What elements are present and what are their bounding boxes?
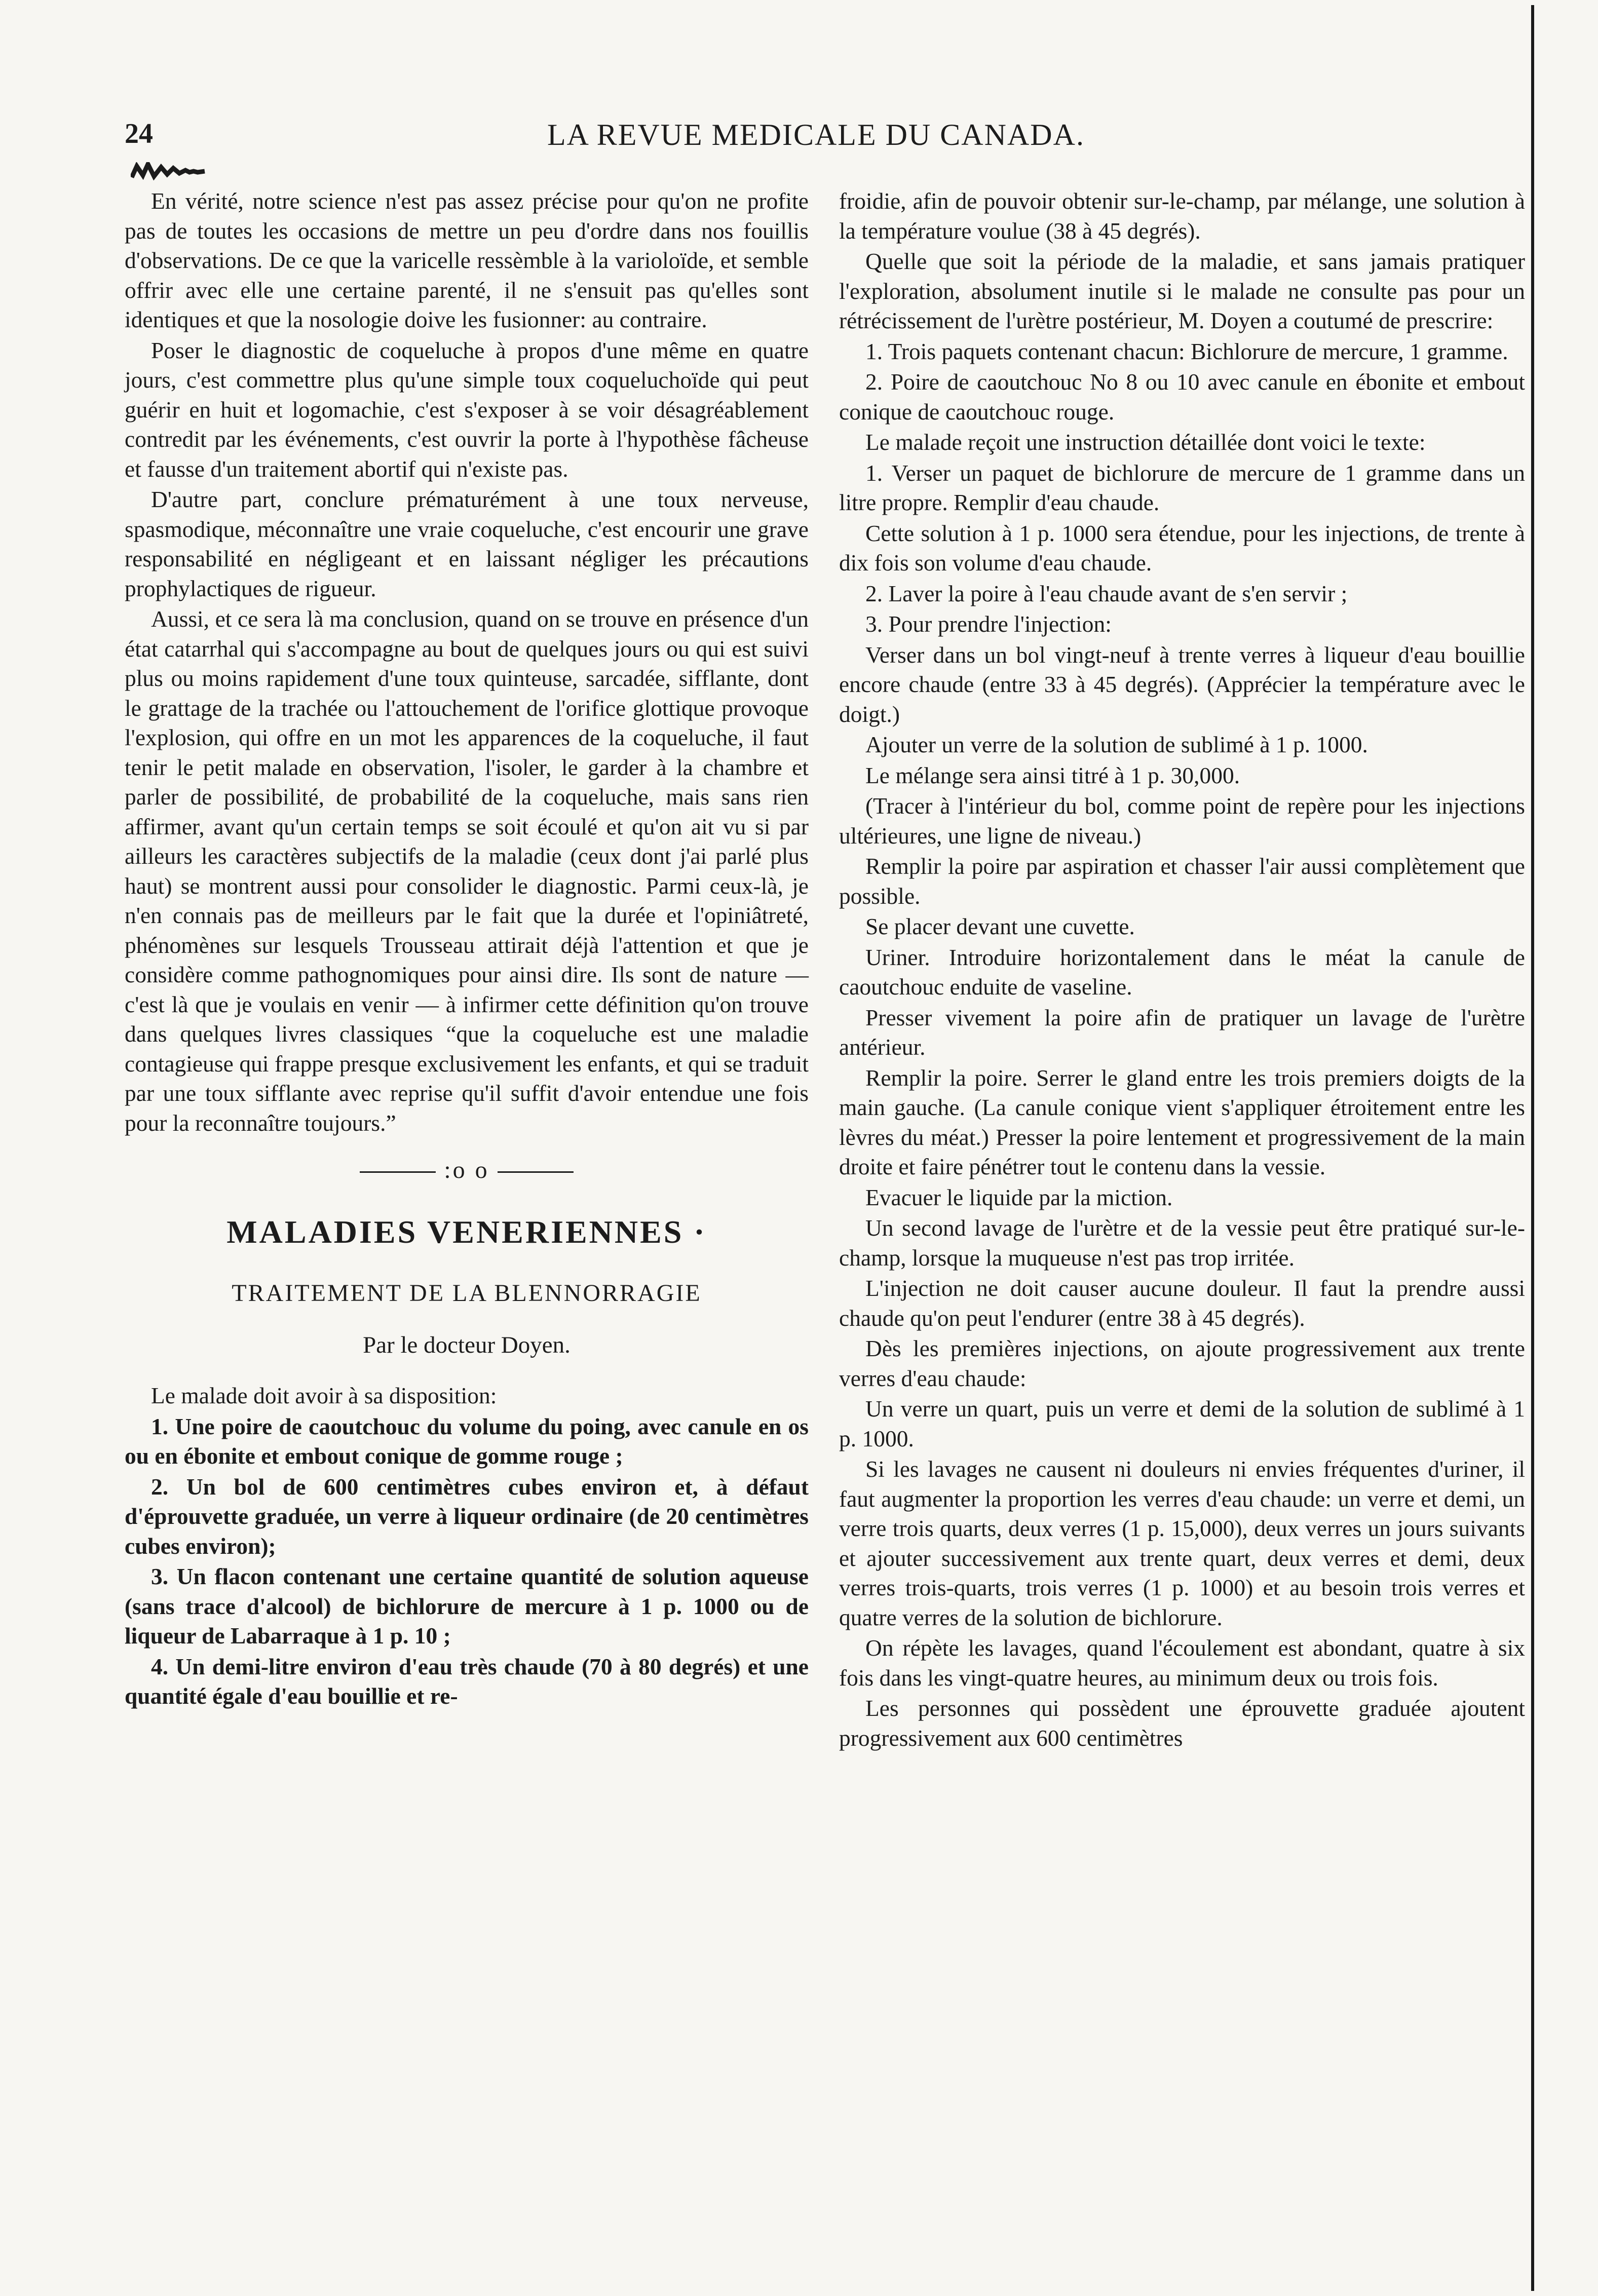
right-column (839, 186, 1525, 1753)
paragraph: 2. Poire de caoutchouc No 8 ou 10 avec canule en ébonite et embout conique de caoutchouc rouge. (839, 369, 1525, 425)
paragraph: Presser vivement la poire afin de pratiquer un lavage de l'urètre antérieur. (839, 1004, 1525, 1060)
paragraph: Si les lavages ne causent ni douleurs ni envies fréquentes d'uriner, il faut augmenter la proportion les verres d'eau chaude: un verre et demi, un verre trois quarts, deux verres (1 p. 15,000), deux verres un jours suivants et ajouter successivement aux trente quart, deux verres et demi, deux verres trois-quarts, trois verres (1 p. 1000) et au besoin trois verres et quatre verres de la solution de bichlorure. (839, 1456, 1525, 1630)
section-title: MALADIES VENERIENNES · (226, 1214, 707, 1250)
paragraph: En vérité, notre science n'est pas assez précise pour qu'on ne profite pas de toutes les occasions de mettre un peu d'ordre dans nos fouillis d'observations. De ce que la varicelle ressèmble à la varioloïde, et semble offrir avec elle une certaine parenté, il ne s'ensuit pas qu'elles sont identiques et que la nosologie doive les fusionner: au contraire. (125, 188, 809, 332)
paragraph: Se placer devant une cuvette. (865, 913, 1135, 939)
paragraph: Evacuer le liquide par la miction. (865, 1184, 1173, 1210)
paragraph: Quelle que soit la période de la maladie, et sans jamais pratiquer l'exploration, absolument inutile si le malade ne consulte pas pour un rétrécissement de l'urètre postérieur, M. Doyen a coutumé de prescrire: (839, 248, 1525, 333)
page-number: 24 (125, 118, 153, 149)
running-title: LA REVUE MEDICALE DU CANADA. (547, 118, 1085, 151)
paragraph: Dès les premières injections, on ajoute progressivement aux trente verres d'eau chaude: (839, 1335, 1525, 1391)
paragraph: Un second lavage de l'urètre et de la vessie peut être pratiqué sur-le-champ, lorsque la muqueuse n'est pas trop irritée. (839, 1215, 1525, 1271)
byline: Par le docteur Doyen. (363, 1332, 570, 1358)
paragraph: froidie, afin de pouvoir obtenir sur-le-champ, par mélange, une solution à la température voulue (38 à 45 degrés). (839, 188, 1525, 244)
paragraph: Remplir la poire par aspiration et chasser l'air aussi complètement que possible. (839, 853, 1525, 909)
section-separator (125, 1156, 809, 1184)
list-item: 1. Une poire de caoutchouc du volume du poing, avec canule en os ou en ébonite et embout conique de gomme rouge ; (125, 1413, 809, 1469)
article-title: TRAITEMENT DE LA BLENNORRAGIE (232, 1280, 702, 1307)
paragraph: Poser le diagnostic de coqueluche à propos d'une même en quatre jours, c'est commettre plus qu'une simple toux coqueluchoïde qui peut guérir en huit et logomachie, c'est s'exposer à se voir désagréablement contredit par les événements, c'est ouvrir la porte à l'hypothèse fâcheuse et fausse d'un traitement abortif qui n'existe pas. (125, 337, 809, 482)
paragraph: Remplir la poire. Serrer le gland entre les trois premiers doigts de la main gauche. (La canule conique vient s'appliquer étroitement entre les lèvres du méat.) Presser la poire lentement et progressivement de la main droite et faire pénétrer tout le contenu dans la vessie. (839, 1064, 1525, 1179)
paragraph: Cette solution à 1 p. 1000 sera étendue, pour les injections, de trente à dix fois son volume d'eau chaude. (839, 520, 1525, 576)
list-item: 4. Un demi-litre environ d'eau très chaude (70 à 80 degrés) et une quantité égale d'eau bouillie et re- (125, 1653, 809, 1709)
list-item: 2. Un bol de 600 centimètres cubes environ et, à défaut d'éprouvette graduée, un verre à liqueur ordinaire (de 20 centimètres cubes environ); (125, 1473, 809, 1559)
paragraph: Ajouter un verre de la solution de sublimé à 1 p. 1000. (865, 732, 1368, 757)
paragraph: D'autre part, conclure prématurément à une toux nerveuse, spasmodique, méconnaître une vraie coqueluche, c'est encourir une grave responsabilité en négligeant et en laissant négliger les précautions prophylactiques de rigueur. (125, 486, 809, 601)
paragraph: Uriner. Introduire horizontalement dans le méat la canule de caoutchouc enduite de vaseline. (839, 944, 1525, 1000)
paragraph: Aussi, et ce sera là ma conclusion, quand on se trouve en présence d'un état catarrhal qui s'accompagne au bout de quelques jours ou qui est suivi plus ou moins rapidement d'une toux quinteuse, sarcadée, sifflante, dont le grattage de la trachée ou l'attouchement de l'orifice glottique provoque l'explosion, qui offre en un mot les apparences de la coqueluche, il faut tenir le petit malade en observation, l'isoler, le garder à la chambre et parler de possibilité, de probabilité de la coqueluche, mais sans rien affirmer, avant qu'un certain temps se soit écoulé et qu'on ait vu si par ailleurs les caractères subjectifs de la maladie (ceux dont j'ai parlé plus haut) se montrent aussi pour consolider le diagnostic. Parmi ceux-là, je n'en connais pas de meilleurs par le fait que la durée et l'opiniâtreté, phénomènes sur lesquels Trousseau attirait déjà l'attention et que je considère comme pathognomiques pour ainsi dire. Ils sont de nature — c'est là que je voulais en venir — à infirmer cette définition qu'on trouve dans quelques livres classiques “que la coqueluche est une maladie contagieuse qui frappe presque exclusivement les enfants, et qui se traduit par une toux sifflante avec reprise qu'il suffit d'avoir entendue une fois pour la reconnaître toujours.” (125, 606, 809, 1136)
paragraph: 1. Trois paquets contenant chacun: Bichlorure de mercure, 1 gramme. (865, 338, 1508, 364)
list-item: 3. Un flacon contenant une certaine quantité de solution aqueuse (sans trace d'alcool) de bichlorure de mercure à 1 p. 1000 ou de liqueur de Labarraque à 1 p. 10 ; (125, 1563, 809, 1649)
separator-line (498, 1171, 574, 1173)
paragraph: Les personnes qui possèdent une éprouvette graduée ajoutent progressivement aux 600 centimètres (839, 1695, 1525, 1751)
paragraph: Verser dans un bol vingt-neuf à trente verres à liqueur d'eau bouillie encore chaude (entre 33 à 45 degrés). (Apprécier la température avec le doigt.) (839, 641, 1525, 727)
paragraph: 3. Pour prendre l'injection: (865, 611, 1112, 637)
binding-edge (1531, 5, 1534, 2291)
paragraph: (Tracer à l'intérieur du bol, comme point de repère pour les injections ultérieures, une ligne de niveau.) (839, 793, 1525, 849)
left-column (125, 186, 809, 1711)
paragraph: Le malade doit avoir à sa disposition: (151, 1383, 497, 1408)
paragraph: Le malade reçoit une instruction détaillée dont voici le texte: (865, 429, 1426, 455)
paragraph: Le mélange sera ainsi titré à 1 p. 30,000. (865, 762, 1240, 788)
ink-blot-ornament (131, 162, 207, 181)
separator-line (360, 1171, 436, 1173)
paragraph: 1. Verser un paquet de bichlorure de mercure de 1 gramme dans un litre propre. Remplir d'eau chaude. (839, 460, 1525, 515)
paragraph: 2. Laver la poire à l'eau chaude avant de s'en servir ; (865, 580, 1348, 606)
paragraph: L'injection ne doit causer aucune douleur. Il faut la prendre aussi chaude qu'on peut l'endurer (entre 38 à 45 degrés). (839, 1275, 1525, 1331)
paragraph: Un verre un quart, puis un verre et demi de la solution de sublimé à 1 p. 1000. (839, 1396, 1525, 1451)
paragraph: On répète les lavages, quand l'écoulement est abondant, quatre à six fois dans les vingt-quatre heures, au minimum deux ou trois fois. (839, 1635, 1525, 1691)
separator-glyphs: :o o (444, 1157, 489, 1183)
